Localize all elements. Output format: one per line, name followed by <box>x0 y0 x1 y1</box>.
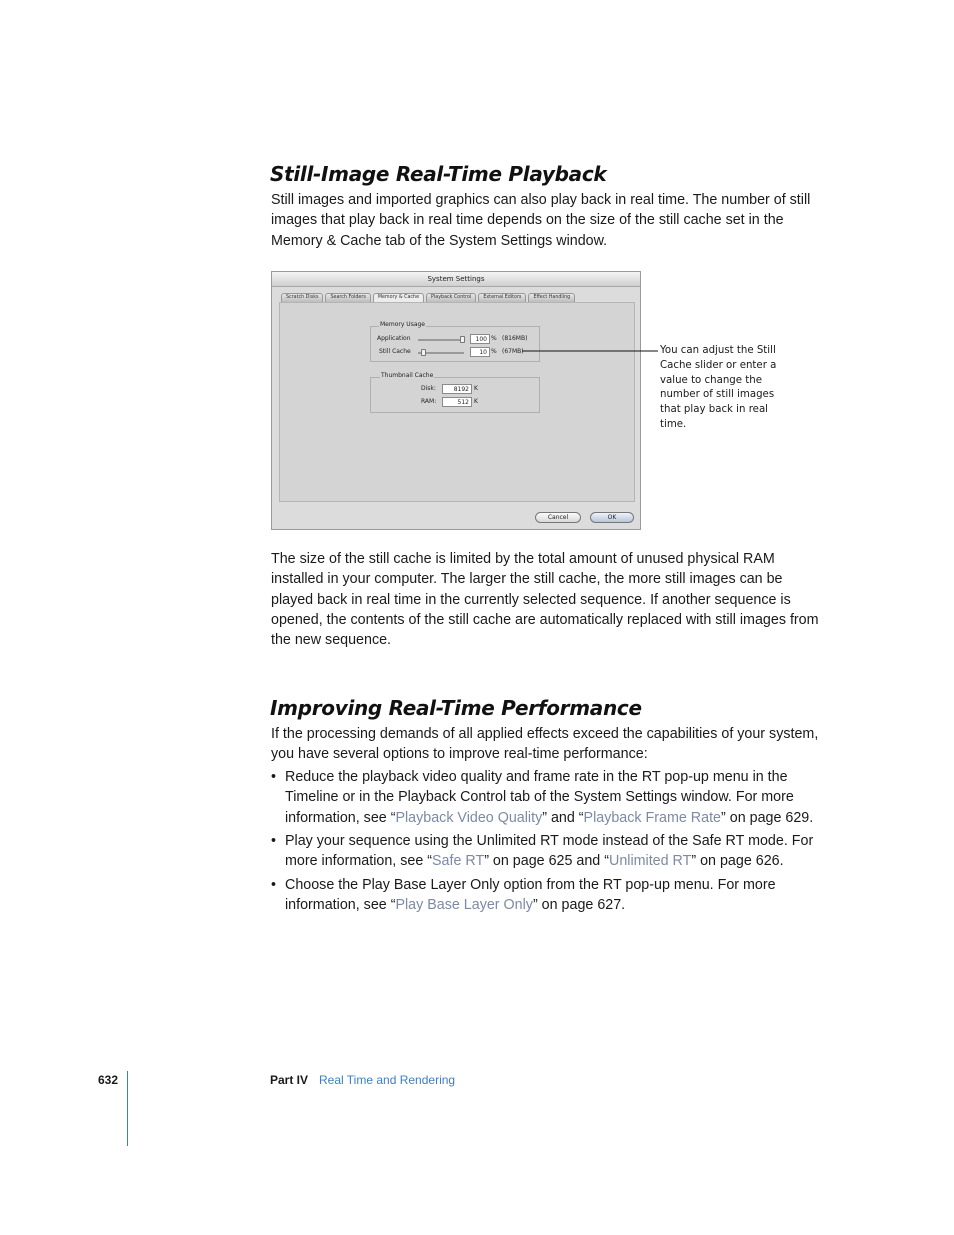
section-title-improving: Improving Real-Time Performance <box>270 696 642 720</box>
memory-usage-group <box>370 326 540 362</box>
system-settings-screenshot <box>271 271 641 530</box>
still-image-intro: Still images and imported graphics can also play back in real time. The number of still images that play back in real time depends on the size of the still cache set in the Memory & Cache tab of the System Settings window. <box>271 192 811 249</box>
ok-button[interactable]: OK <box>590 512 634 523</box>
bullet-text: ” on page 627. <box>532 897 626 914</box>
application-slider-thumb[interactable] <box>460 336 465 343</box>
bullet-dot: • <box>271 877 277 893</box>
tab-playback-control[interactable]: Playback Control <box>426 293 476 302</box>
figure-callout: You can adjust the Still Cache slider or enter a value to change the number of still images that play back in real time. <box>660 345 777 430</box>
disk-unit: K <box>474 385 478 392</box>
bullet-text: Play your sequence using the Unlimited RT mode instead of the Safe RT mode. For more information, see “ <box>285 833 814 870</box>
link-playback-video-quality[interactable]: Playback Video Quality <box>395 809 543 826</box>
bullet-text: Reduce the playback video quality and frame rate in the RT pop-up menu in the Timeline or in the Playback Control tab of the System Settings window. For more information, see “ <box>285 769 794 826</box>
application-mb: (816MB) <box>502 335 528 342</box>
still-cache-percent-field[interactable]: 10 <box>470 347 490 357</box>
application-percent-field[interactable]: 100 <box>470 334 490 344</box>
still-cache-mb: (67MB) <box>502 348 524 355</box>
list-item <box>271 767 827 829</box>
settings-panel <box>279 302 635 502</box>
improving-intro: If the processing demands of all applied effects exceed the capabilities of your system, you have several options to improve real-time performance: <box>271 726 819 763</box>
link-playback-frame-rate[interactable]: Playback Frame Rate <box>583 809 722 826</box>
bullet-text: ” and “ <box>542 809 584 826</box>
link-unlimited-rt[interactable]: Unlimited RT <box>609 853 692 870</box>
bullet-text: ” on page 626. <box>691 853 784 870</box>
cancel-button[interactable]: Cancel <box>535 512 581 523</box>
thumbnail-cache-group <box>370 377 540 413</box>
list-item <box>271 831 827 873</box>
window-title: System Settings <box>272 272 640 287</box>
tab-search-folders[interactable]: Search Folders <box>325 293 370 302</box>
still-cache-label: Still Cache <box>379 348 411 355</box>
footer-chapter-link[interactable]: Real Time and Rendering <box>319 1073 456 1087</box>
bullet-text: Choose the Play Base Layer Only option from the RT pop-up menu. For more information, see “ <box>285 877 776 914</box>
bullet-dot: • <box>271 833 277 849</box>
still-cache-unit: % <box>491 348 497 355</box>
disk-cache-field[interactable]: 8192 <box>442 384 472 394</box>
tab-memory-cache[interactable]: Memory & Cache <box>373 293 424 302</box>
settings-tabs <box>281 293 577 302</box>
thumbnail-cache-label: Thumbnail Cache <box>381 372 434 379</box>
tab-effect-handling[interactable]: Effect Handling <box>528 293 575 302</box>
bullet-text: ” on page 629. <box>721 809 814 826</box>
bullet-text: ” on page 625 and “ <box>484 853 609 870</box>
list-item <box>271 875 827 917</box>
still-cache-explanation: The size of the still cache is limited by the total amount of unused physical RAM installed in your computer. The larger the still cache, the more still images can be played back in real time in the currently selected sequence. If another sequence is opened, the contents of the still cache are automatically replaced with still images from the new sequence. <box>271 551 819 649</box>
disk-label: Disk: <box>421 385 436 392</box>
ram-label: RAM: <box>421 398 437 405</box>
link-play-base-layer-only[interactable]: Play Base Layer Only <box>395 897 533 914</box>
memory-usage-label: Memory Usage <box>380 321 426 328</box>
tab-external-editors[interactable]: External Editors <box>478 293 526 302</box>
ram-unit: K <box>474 398 478 405</box>
page-number: 632 <box>98 1073 119 1087</box>
tab-scratch-disks[interactable]: Scratch Disks <box>281 293 323 302</box>
callout-leader-line <box>520 346 660 356</box>
bullet-dot: • <box>271 769 277 785</box>
still-cache-slider-thumb[interactable] <box>421 349 426 356</box>
section-title-still-image: Still-Image Real-Time Playback <box>270 162 607 186</box>
application-label: Application <box>377 335 411 342</box>
footer-rule <box>127 1071 128 1146</box>
application-unit: % <box>491 335 497 342</box>
link-safe-rt[interactable]: Safe RT <box>432 853 485 870</box>
footer-part: Part IV <box>270 1073 309 1087</box>
application-slider[interactable] <box>418 339 464 341</box>
ram-cache-field[interactable]: 512 <box>442 397 472 407</box>
